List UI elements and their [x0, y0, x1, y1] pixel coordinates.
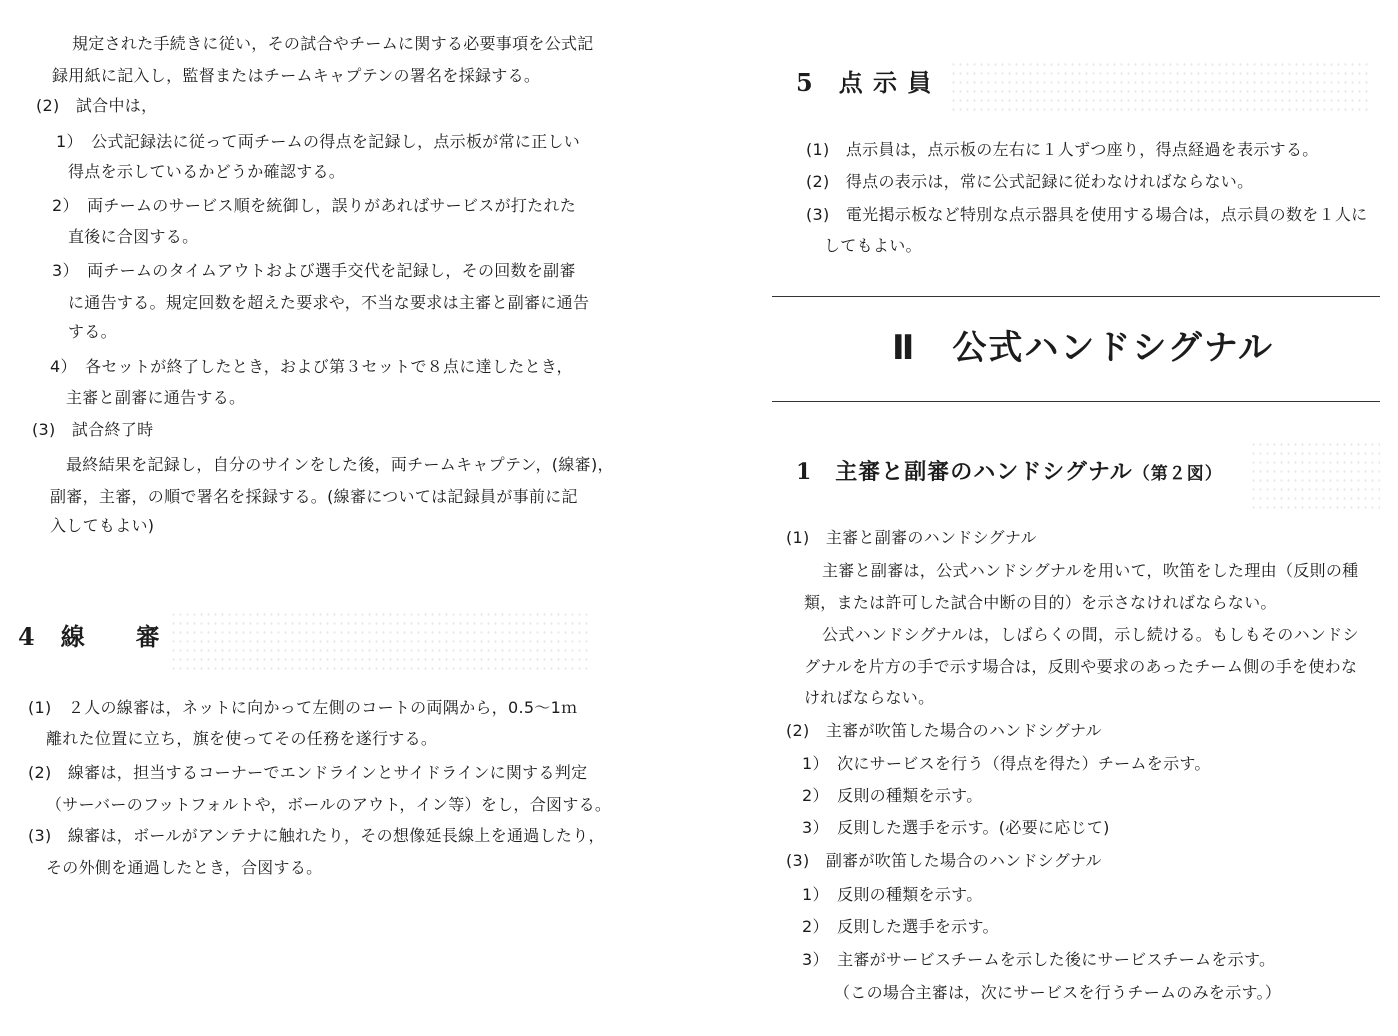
figure-reference: （第２図） [1132, 464, 1223, 484]
divider [772, 401, 1380, 402]
list-item: 3） 両チームのタイムアウトおよび選手交代を記録し，その回数を副審 [52, 261, 576, 280]
list-item: 1） 次にサービスを行う（得点を得た）チームを示す。 [802, 754, 1211, 773]
list-item: (3) 線審は，ボールがアンテナに触れたり，その想像延長線上を通過したり， [28, 826, 605, 845]
list-item: 3） 反則した選手を示す。(必要に応じて) [802, 818, 1110, 837]
list-item: (2) 線審は，担当するコーナーでエンドラインとサイドラインに関する判定 [28, 763, 588, 782]
during-match-heading: (2) 試合中は， [36, 96, 158, 115]
list-item-cont: 離れた位置に立ち，旗を使ってその任務を遂行する。 [46, 729, 438, 748]
paragraph-line: グナルを片方の手で示す場合は，反則や要求のあったチーム側の手を使わな [804, 657, 1358, 676]
list-item-cont: 主審と副審に通告する。 [66, 388, 246, 407]
list-item: 1） 反則の種類を示す。 [802, 885, 983, 904]
list-item: 2） 反則した選手を示す。 [802, 917, 999, 936]
match-end-heading: (3) 試合終了時 [32, 420, 154, 439]
list-item-cont: その外側を通過したとき，合図する。 [46, 858, 323, 877]
list-item-cont: 得点を示しているかどうか確認する。 [68, 162, 346, 181]
scan-noise [170, 610, 590, 670]
list-item: (3) 電光掲示板など特別な点示器具を使用する場合は，点示員の数を１人に [806, 205, 1368, 224]
list-item: 1） 公式記録法に従って両チームの得点を記録し，点示板が常に正しい [56, 132, 581, 151]
list-item: (1) 点示員は，点示板の左右に１人ずつ座り，得点経過を表示する。 [806, 140, 1319, 159]
intro-line: 録用紙に記入し，監督またはチームキャプテンの署名を採録する。 [52, 66, 541, 85]
list-item: 2） 両チームのサービス順を統御し，誤りがあればサービスが打たれた [52, 196, 577, 215]
intro-line: 規定された手続きに従い，その試合やチームに関する必要事項を公式記 [72, 34, 594, 53]
subsection-heading: (2) 主審が吹笛した場合のハンドシグナル [786, 721, 1102, 740]
list-item-cont: に通告する。規定回数を超えた要求や，不当な要求は主審と副審に通告 [68, 293, 590, 312]
list-item: (2) 得点の表示は，常に公式記録に従わなければならない。 [806, 172, 1254, 191]
section-title [796, 458, 1223, 488]
paragraph-line: ければならない。 [804, 688, 935, 707]
subsection-heading: (1) 主審と副審のハンドシグナル [786, 528, 1037, 547]
paragraph-line: 主審と副審は，公式ハンドシグナルを用いて，吹笛をした理由（反則の種 [822, 561, 1359, 580]
chapter-title: Ⅱ 公式ハンドシグナル [892, 328, 1275, 368]
subsection-heading: (3) 副審が吹笛した場合のハンドシグナル [786, 851, 1102, 870]
list-item-cont: 直後に合図する。 [68, 227, 199, 246]
divider [772, 296, 1380, 297]
scan-noise [950, 60, 1370, 115]
list-item: 4） 各セットが終了したとき，および第３セットで８点に達したとき， [50, 357, 573, 376]
match-end-line: 入してもよい) [50, 516, 155, 535]
list-item: 2） 反則の種類を示す。 [802, 786, 983, 805]
paragraph-line: 公式ハンドシグナルは，しばらくの間，示し続ける。もしもそのハンドシ [822, 625, 1359, 644]
scan-noise [1250, 440, 1380, 510]
list-item-cont: （サーバーのフットフォルトや，ボールのアウト，イン等）をし，合図する。 [46, 795, 612, 814]
section-title-text: 1 主審と副審のハンドシグナル [796, 459, 1133, 485]
paragraph-line: 類，または許可した試合中断の目的）を示さなければならない。 [804, 593, 1277, 612]
section-title: 4 線 審 [18, 622, 161, 651]
match-end-line: 最終結果を記録し，自分のサインをした後，両チームキャプテン，(線審)， [66, 455, 614, 474]
section-title: 5 点 示 員 [796, 68, 933, 97]
note-line: （この場合主審は，次にサービスを行うチームのみを示す。） [834, 983, 1282, 1002]
list-item-cont: してもよい。 [824, 236, 922, 255]
list-item: 3） 主審がサービスチームを示した後にサービスチームを示す。 [802, 950, 1276, 969]
list-item-cont: する。 [68, 322, 117, 341]
list-item: (1) ２人の線審は，ネットに向かって左側のコートの両隅から，0.5～1ｍ [28, 698, 578, 717]
match-end-line: 副審，主審，の順で署名を採録する。(線審については記録員が事前に記 [50, 487, 578, 506]
